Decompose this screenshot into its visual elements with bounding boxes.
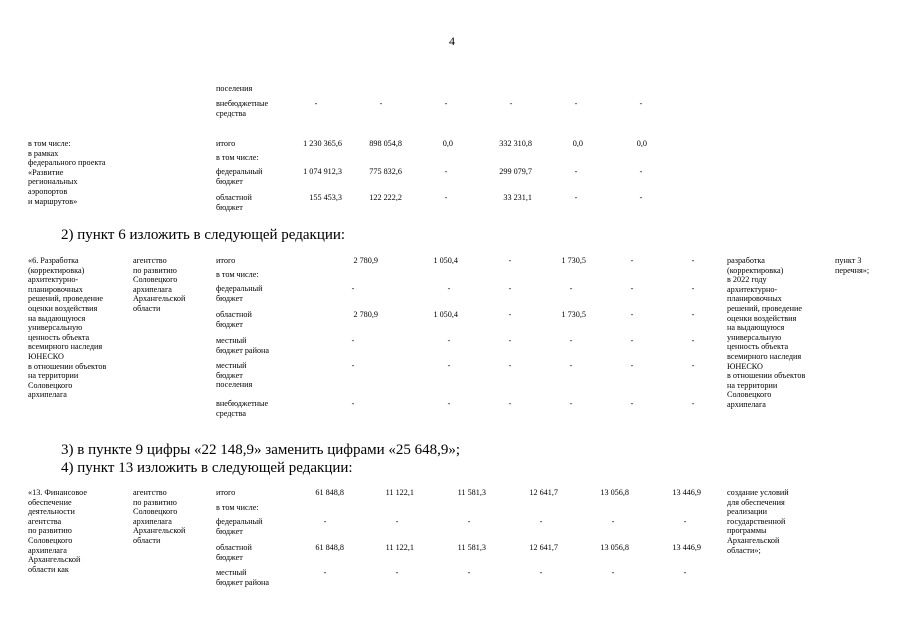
table-cell: 1 730,5 bbox=[561, 310, 586, 319]
executor-text: агентство по развитию Соловецкого архипелага Архангельской области bbox=[133, 488, 186, 545]
table-cell: - bbox=[508, 361, 512, 370]
reference-text: пункт 3 перечня»; bbox=[835, 256, 870, 275]
table-cell: - bbox=[683, 568, 687, 577]
table-cell: 775 832,6 bbox=[369, 167, 402, 176]
row-label: местный бюджет поселения bbox=[216, 361, 253, 390]
executor-text: агентство по развитию Соловецкого архипелага Архангельской области bbox=[133, 256, 186, 313]
table-cell: - bbox=[639, 193, 643, 202]
table-cell: - bbox=[447, 361, 451, 370]
table-cell: - bbox=[630, 310, 634, 319]
table-cell: 13 056,8 bbox=[600, 488, 629, 497]
row-label: в том числе: bbox=[216, 270, 259, 279]
item-description: в том числе: в рамках федерального проекта «Развитие региональных аэропортов и маршрутов» bbox=[28, 139, 106, 206]
table-cell: 13 446,9 bbox=[672, 488, 701, 497]
table-cell: 332 310,8 bbox=[499, 139, 532, 148]
table-cell: - bbox=[569, 336, 573, 345]
row-label: внебюджетные средства bbox=[216, 399, 269, 418]
row-label: федеральный бюджет bbox=[216, 167, 263, 186]
table-cell: - bbox=[569, 361, 573, 370]
table-cell: - bbox=[323, 517, 327, 526]
table-cell: 0,0 bbox=[572, 139, 583, 148]
table-cell: 11 122,1 bbox=[385, 488, 414, 497]
row-label: итого bbox=[216, 488, 236, 497]
table-cell: - bbox=[444, 99, 448, 108]
table-cell: 1 074 912,3 bbox=[303, 167, 342, 176]
table-cell: 13 056,8 bbox=[600, 543, 629, 552]
table-cell: - bbox=[691, 310, 695, 319]
table-cell: - bbox=[639, 167, 643, 176]
row-label: внебюджетные средства bbox=[216, 99, 269, 118]
table-cell: - bbox=[314, 99, 318, 108]
table-cell: - bbox=[683, 517, 687, 526]
table-cell: - bbox=[508, 336, 512, 345]
table-cell: 11 581,3 bbox=[457, 543, 486, 552]
table-cell: - bbox=[539, 568, 543, 577]
table-cell: - bbox=[630, 256, 634, 265]
item-description: «6. Разработка (корректировка) архитектурно- планировочных решений, проведение оценки воздействия на выдающуюся универсальную ценность объекта всемирного наследия ЮНЕСКО в отношении объектов на территории Соловецкого архипелага bbox=[28, 256, 107, 400]
table-cell: 11 581,3 bbox=[457, 488, 486, 497]
table-cell: - bbox=[351, 399, 355, 408]
table-cell: - bbox=[639, 99, 643, 108]
table-cell: 299 079,7 bbox=[499, 167, 532, 176]
table-cell: 2 780,9 bbox=[353, 310, 378, 319]
heading-item-2: 2) пункт 6 изложить в следующей редакции: bbox=[61, 227, 346, 243]
table-cell: - bbox=[691, 361, 695, 370]
table-cell: 0,0 bbox=[442, 139, 453, 148]
table-cell: 898 054,8 bbox=[369, 139, 402, 148]
row-label: федеральный бюджет bbox=[216, 284, 263, 303]
table-cell: - bbox=[351, 284, 355, 293]
row-label: областной бюджет bbox=[216, 193, 252, 212]
table-cell: - bbox=[569, 284, 573, 293]
table-cell: 61 848,8 bbox=[315, 543, 344, 552]
table-cell: - bbox=[574, 99, 578, 108]
row-label: областной бюджет bbox=[216, 543, 252, 562]
table-cell: - bbox=[379, 99, 383, 108]
table-cell: - bbox=[508, 399, 512, 408]
heading-item-4: 4) пункт 13 изложить в следующей редакции: bbox=[61, 460, 353, 476]
table-cell: - bbox=[351, 336, 355, 345]
table-cell: - bbox=[691, 284, 695, 293]
table-cell: - bbox=[351, 361, 355, 370]
table-cell: - bbox=[630, 399, 634, 408]
table-cell: - bbox=[508, 256, 512, 265]
table-cell: 12 641,7 bbox=[529, 488, 558, 497]
item-description: «13. Финансовое обеспечение деятельности агентства по развитию Соловецкого архипелага Архангельской области как bbox=[28, 488, 87, 574]
table-cell: 1 730,5 bbox=[561, 256, 586, 265]
table-cell: 0,0 bbox=[636, 139, 647, 148]
row-label: в том числе: bbox=[216, 153, 259, 162]
table-cell: 1 050,4 bbox=[433, 256, 458, 265]
table-cell: - bbox=[467, 517, 471, 526]
row-label: итого bbox=[216, 256, 236, 265]
table-cell: 1 050,4 bbox=[433, 310, 458, 319]
table-cell: 61 848,8 bbox=[315, 488, 344, 497]
table-cell: - bbox=[539, 517, 543, 526]
row-label: поселения bbox=[216, 84, 253, 93]
page-number: 4 bbox=[449, 34, 455, 48]
table-cell: 13 446,9 bbox=[672, 543, 701, 552]
table-cell: - bbox=[574, 167, 578, 176]
table-cell: - bbox=[611, 517, 615, 526]
table-cell: - bbox=[630, 284, 634, 293]
table-cell: - bbox=[395, 517, 399, 526]
table-cell: 2 780,9 bbox=[353, 256, 378, 265]
table-cell: - bbox=[691, 399, 695, 408]
table-cell: 122 222,2 bbox=[369, 193, 402, 202]
row-label: итого bbox=[216, 139, 236, 148]
table-cell: - bbox=[467, 568, 471, 577]
table-cell: - bbox=[691, 256, 695, 265]
table-cell: - bbox=[444, 167, 448, 176]
table-cell: - bbox=[508, 310, 512, 319]
table-cell: 1 230 365,6 bbox=[303, 139, 342, 148]
table-cell: - bbox=[574, 193, 578, 202]
table-cell: - bbox=[508, 284, 512, 293]
table-cell: 12 641,7 bbox=[529, 543, 558, 552]
row-label: областной бюджет bbox=[216, 310, 252, 329]
table-cell: - bbox=[630, 361, 634, 370]
row-label: местный бюджет района bbox=[216, 568, 270, 587]
table-cell: - bbox=[447, 336, 451, 345]
result-text: создание условий для обеспечения реализации государственной программы Архангельской области»; bbox=[727, 488, 789, 555]
table-cell: - bbox=[691, 336, 695, 345]
row-label: федеральный бюджет bbox=[216, 517, 263, 536]
table-cell: - bbox=[447, 399, 451, 408]
table-cell: - bbox=[444, 193, 448, 202]
table-cell: 33 231,1 bbox=[503, 193, 532, 202]
table-cell: - bbox=[630, 336, 634, 345]
table-cell: - bbox=[395, 568, 399, 577]
row-label: местный бюджет района bbox=[216, 336, 270, 355]
table-cell: 155 453,3 bbox=[309, 193, 342, 202]
table-cell: 11 122,1 bbox=[385, 543, 414, 552]
table-cell: - bbox=[323, 568, 327, 577]
table-cell: - bbox=[611, 568, 615, 577]
table-cell: - bbox=[569, 399, 573, 408]
heading-item-3: 3) в пункте 9 цифры «22 148,9» заменить цифрами «25 648,9»; bbox=[61, 442, 461, 458]
table-cell: - bbox=[447, 284, 451, 293]
row-label: в том числе: bbox=[216, 503, 259, 512]
result-text: разработка (корректировка) в 2022 году архитектурно- планировочных решений, проведение оценки воздействия на выдающуюся универсальную ценность объекта всемирного наследия ЮНЕСКО в отношении объектов на территории Соловецкого архипелага bbox=[727, 256, 806, 409]
table-cell: - bbox=[509, 99, 513, 108]
